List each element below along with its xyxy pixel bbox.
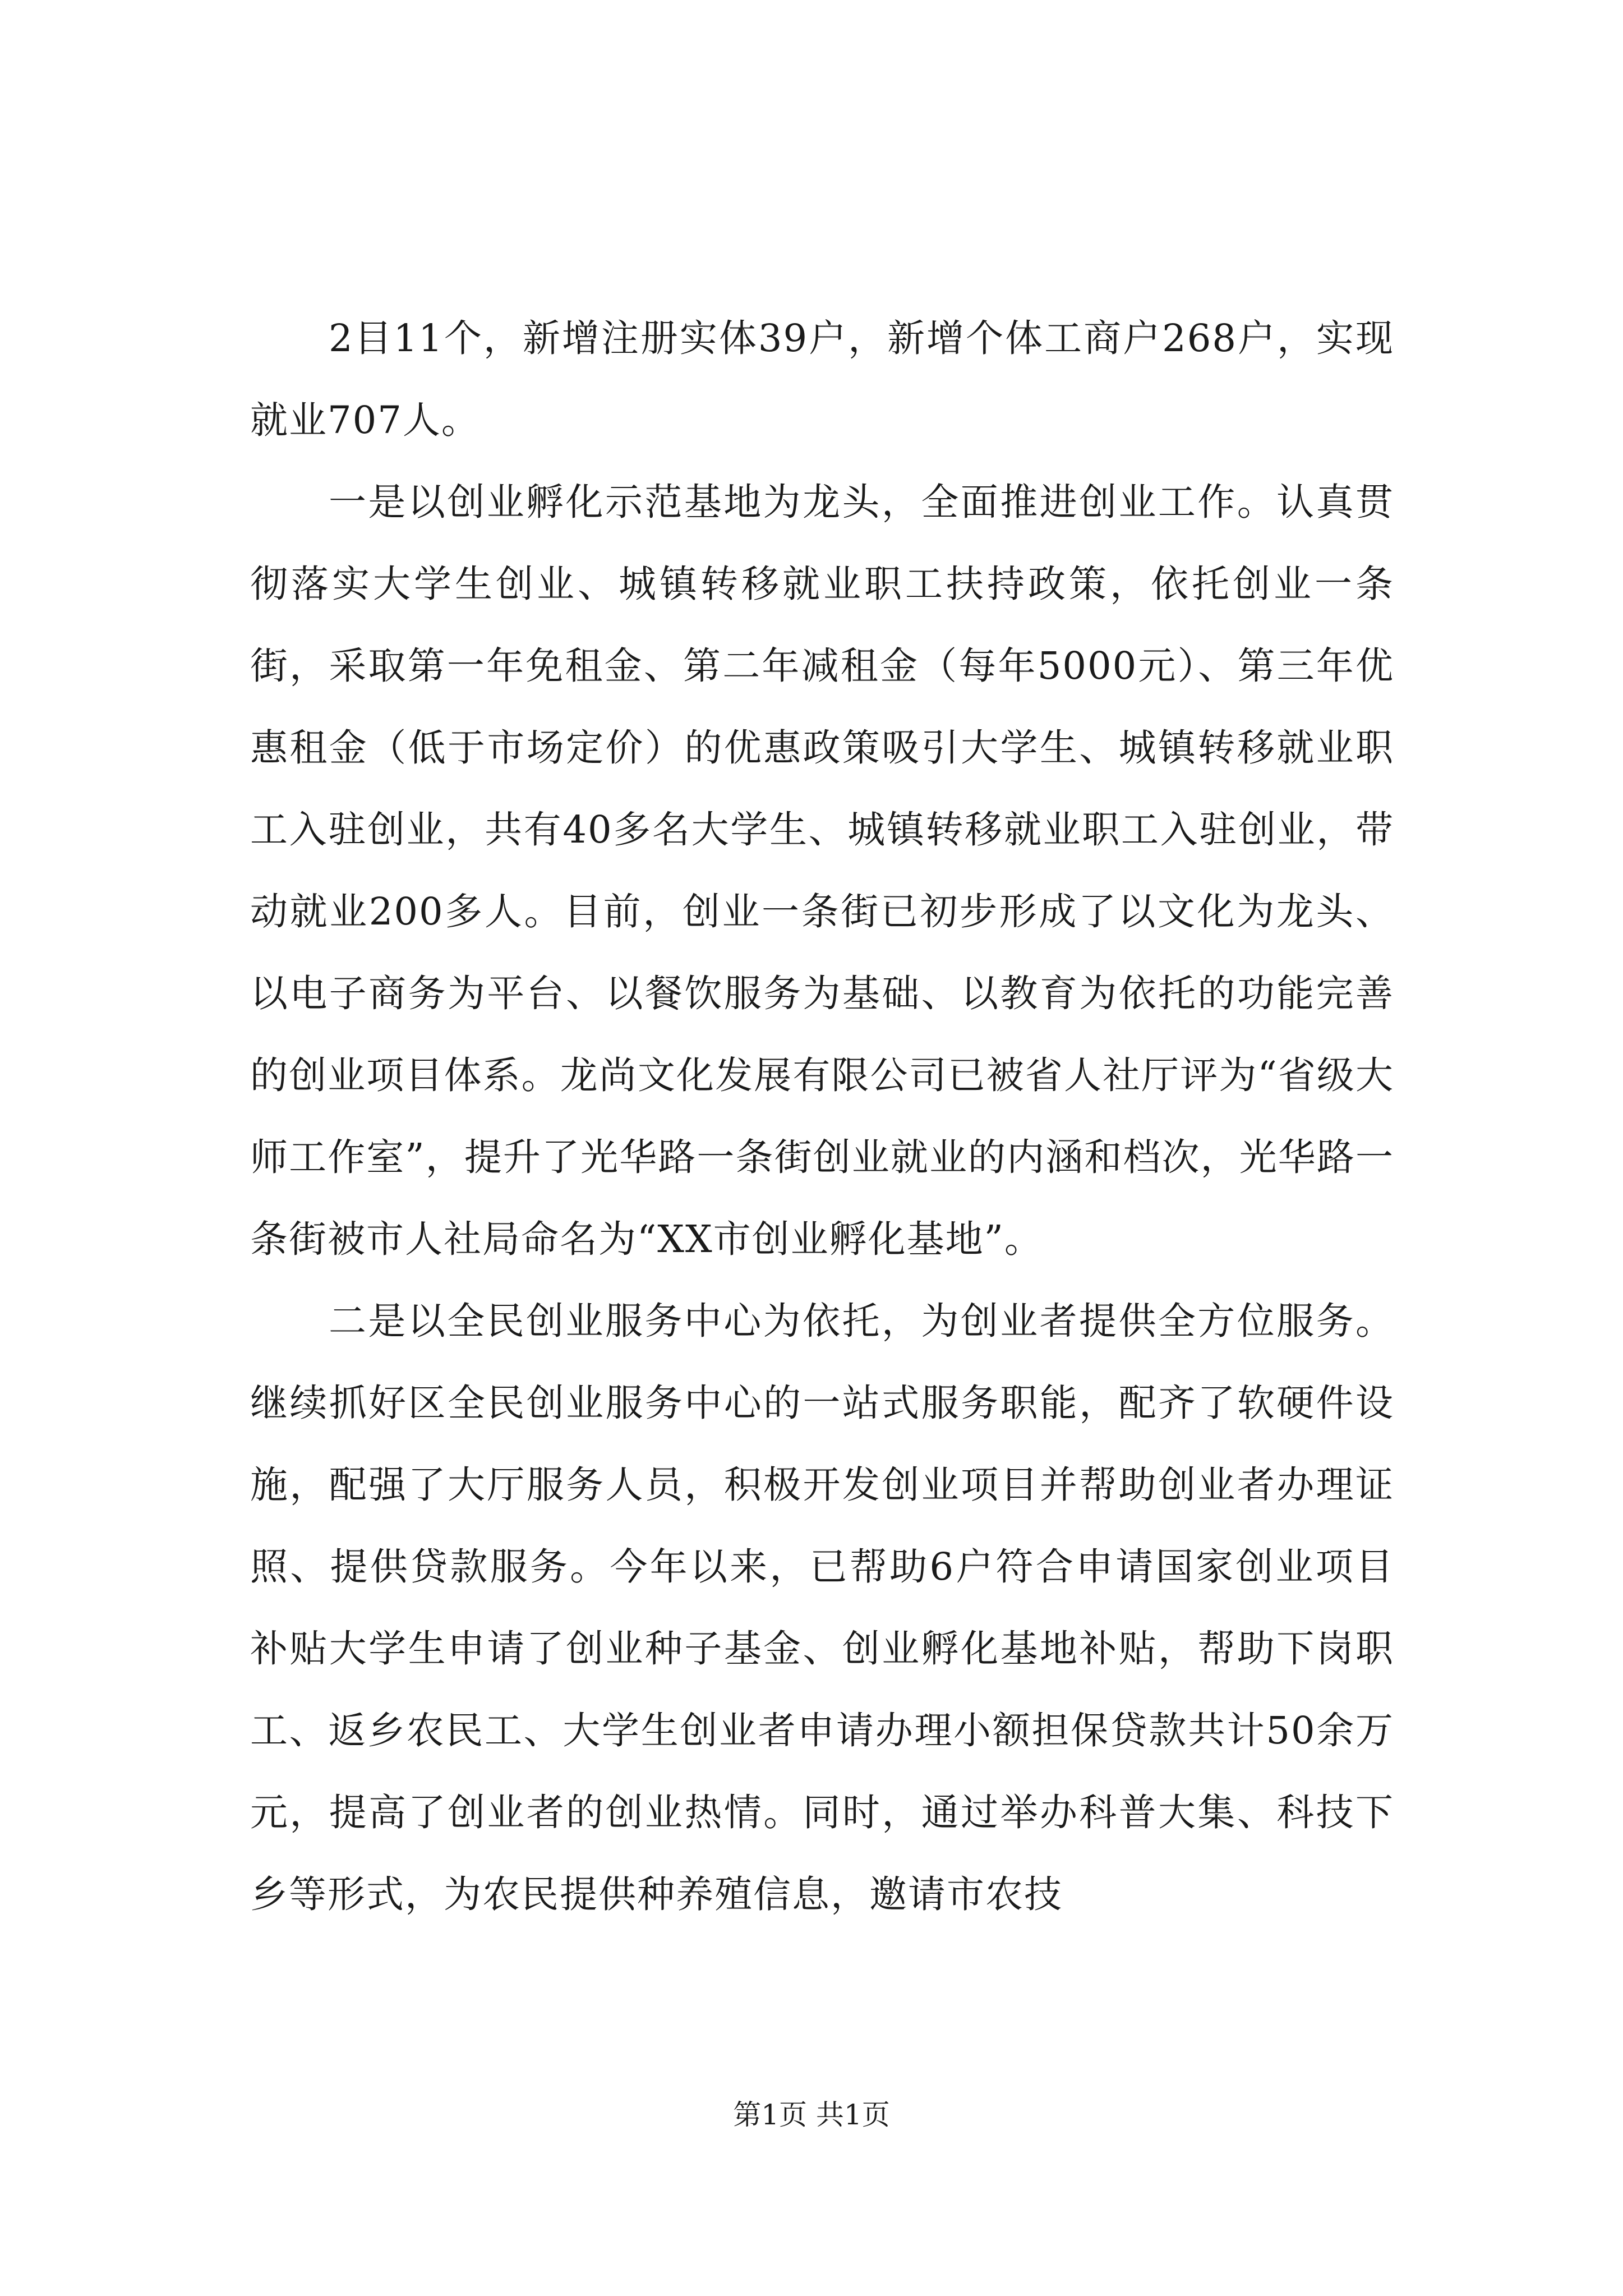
paragraph-1: 2目11个，新增注册实体39户，新增个体工商户268户，实现就业707人。 — [250, 316, 1394, 442]
paragraph-2: 一是以创业孵化示范基地为龙头，全面推进创业工作。认真贯彻落实大学生创业、城镇转移就业职工扶持政策，依托创业一条街，采取第一年免租金、第二年减租金（每年5000元）、第三年优惠租金（低于市场定价）的优惠政策吸引大学生、城镇转移就业职工入驻创业，共有40多名大学生、城镇转移就业职工入驻创业，带动就业200多人。目前，创业一条街已初步形成了以文化为龙头、以电子商务为平台、以餐饮服务为基础、以教育为依托的功能完善的创业项目体系。龙尚文化发展有限公司已被省人社厅评为“省级大师工作室”，提升了光华路一条街创业就业的内涵和档次，光华路一条街被市人社局命名为“XX市创业孵化基地”。 — [250, 480, 1394, 1261]
page-footer: 第1页 共1页 — [733, 2099, 890, 2131]
document-body — [250, 297, 1394, 1935]
paragraph-3: 二是以全民创业服务中心为依托，为创业者提供全方位服务。继续抓好区全民创业服务中心的一站式服务职能，配齐了软硬件设施，配强了大厅服务人员，积极开发创业项目并帮助创业者办理证照、提供贷款服务。今年以来，已帮助6户符合申请国家创业项目补贴大学生申请了创业种子基金、创业孵化基地补贴，帮助下岗职工、返乡农民工、大学生创业者申请办理小额担保贷款共计50余万元，提高了创业者的创业热情。同时，通过举办科普大集、科技下乡等形式，为农民提供种养殖信息，邀请市农技 — [250, 1299, 1394, 1916]
